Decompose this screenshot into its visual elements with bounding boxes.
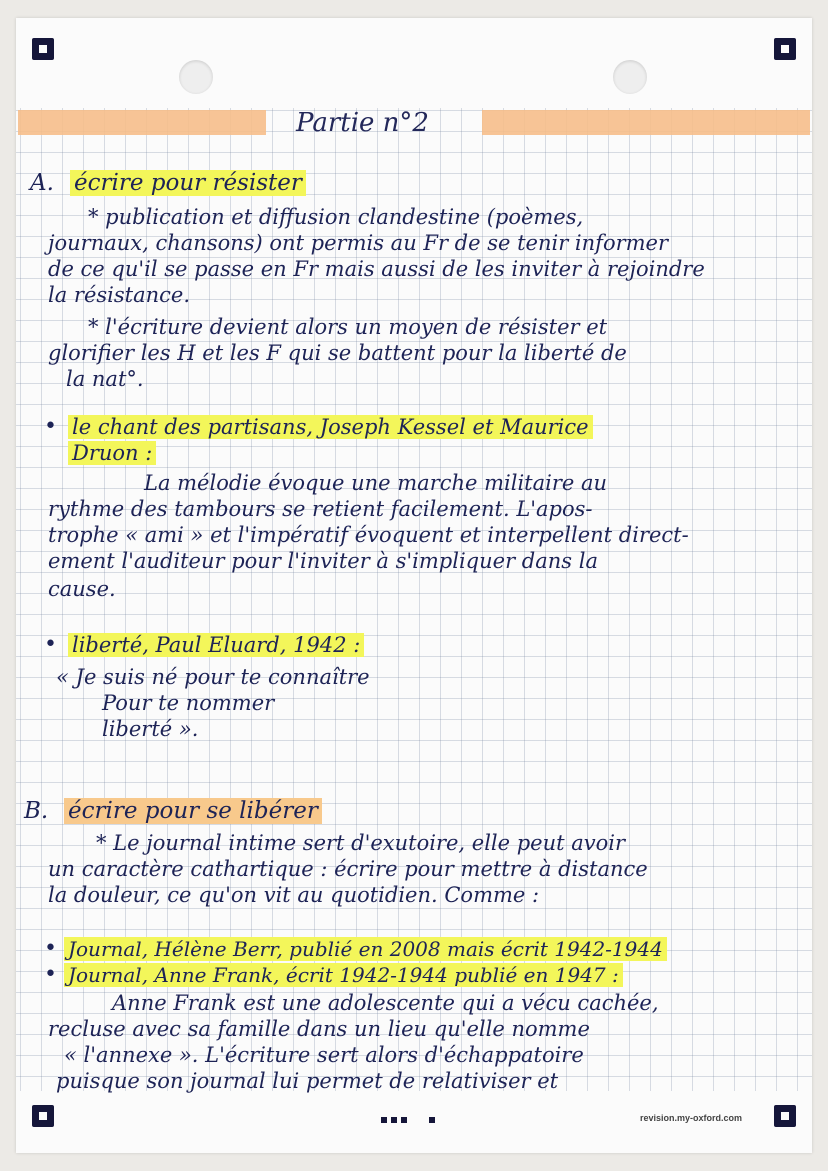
quote-line: « Je suis né pour te connaître <box>56 665 370 689</box>
binder-hole <box>179 60 213 94</box>
item-text-line: trophe « ami » et l'impératif évoquent et interpellent direct- <box>48 523 689 547</box>
title-highlight <box>482 110 810 135</box>
section-a-para2-line: la nat°. <box>66 367 144 391</box>
page-header-band <box>16 18 812 108</box>
page-title: Partie n°2 <box>296 108 429 138</box>
item-title: Druon : <box>68 440 156 466</box>
item-text-line: ement l'auditeur pour l'inviter à s'impliquer dans la <box>48 549 598 573</box>
item-text-line: cause. <box>48 577 116 601</box>
section-a-para1-line: journaux, chansons) ont permis au Fr de se tenir informer <box>48 231 669 255</box>
section-a-para1-line: de ce qu'il se passe en Fr mais aussi de les inviter à rejoindre <box>48 257 705 281</box>
footer-url: revision.my-oxford.com <box>639 1113 742 1123</box>
section-b-para2-line: recluse avec sa famille dans un lieu qu'elle nomme <box>48 1017 590 1041</box>
title-highlight <box>18 110 266 135</box>
section-b-para2-line: Anne Frank est une adolescente qui a vécu cachée, <box>112 991 659 1015</box>
section-a-heading: écrire pour résister <box>70 170 306 196</box>
bullet-icon: • <box>44 962 57 987</box>
journal-item: Journal, Anne Frank, écrit 1942-1944 publié en 1947 : <box>64 962 623 988</box>
item-text-line: rythme des tambours se retient facilement. L'apos- <box>48 497 593 521</box>
section-a-letter: A. <box>30 170 54 196</box>
journal-item: Journal, Hélène Berr, publié en 2008 mais écrit 1942-1944 <box>64 936 667 962</box>
quote-line: liberté ». <box>102 717 199 741</box>
bullet-icon: • <box>44 936 57 961</box>
section-a-para2-line: glorifier les H et les F qui se battent pour la liberté de <box>48 341 627 365</box>
section-b-para2-line: « l'annexe ». L'écriture sert alors d'échappatoire <box>64 1043 584 1067</box>
binder-hole <box>613 60 647 94</box>
notebook-page <box>16 18 812 1153</box>
item-title: liberté, Paul Eluard, 1942 : <box>68 632 364 658</box>
bullet-icon: • <box>44 632 57 657</box>
bullet-icon: • <box>44 414 57 439</box>
section-b-para2-line: puisque son journal lui permet de relativiser et <box>56 1069 559 1093</box>
section-b-heading: écrire pour se libérer <box>64 798 322 824</box>
item-text-line: La mélodie évoque une marche militaire au <box>144 471 608 495</box>
section-a-para2-line: * l'écriture devient alors un moyen de résister et <box>88 315 608 339</box>
corner-marker-icon <box>32 38 54 60</box>
item-title: le chant des partisans, Joseph Kessel et Maurice <box>68 414 593 440</box>
pagination-dots <box>381 1117 435 1123</box>
section-b-para1-line: * Le journal intime sert d'exutoire, elle peut avoir <box>96 831 626 855</box>
quote-line: Pour te nommer <box>102 691 275 715</box>
corner-marker-icon <box>32 1105 54 1127</box>
corner-marker-icon <box>774 38 796 60</box>
section-a-para1-line: * publication et diffusion clandestine (poèmes, <box>88 205 584 229</box>
section-b-para1-line: un caractère cathartique : écrire pour mettre à distance <box>48 857 648 881</box>
section-a-para1-line: la résistance. <box>48 283 190 307</box>
section-b-para1-line: la douleur, ce qu'on vit au quotidien. Comme : <box>48 883 540 907</box>
corner-marker-icon <box>774 1105 796 1127</box>
section-b-letter: B. <box>24 798 49 824</box>
